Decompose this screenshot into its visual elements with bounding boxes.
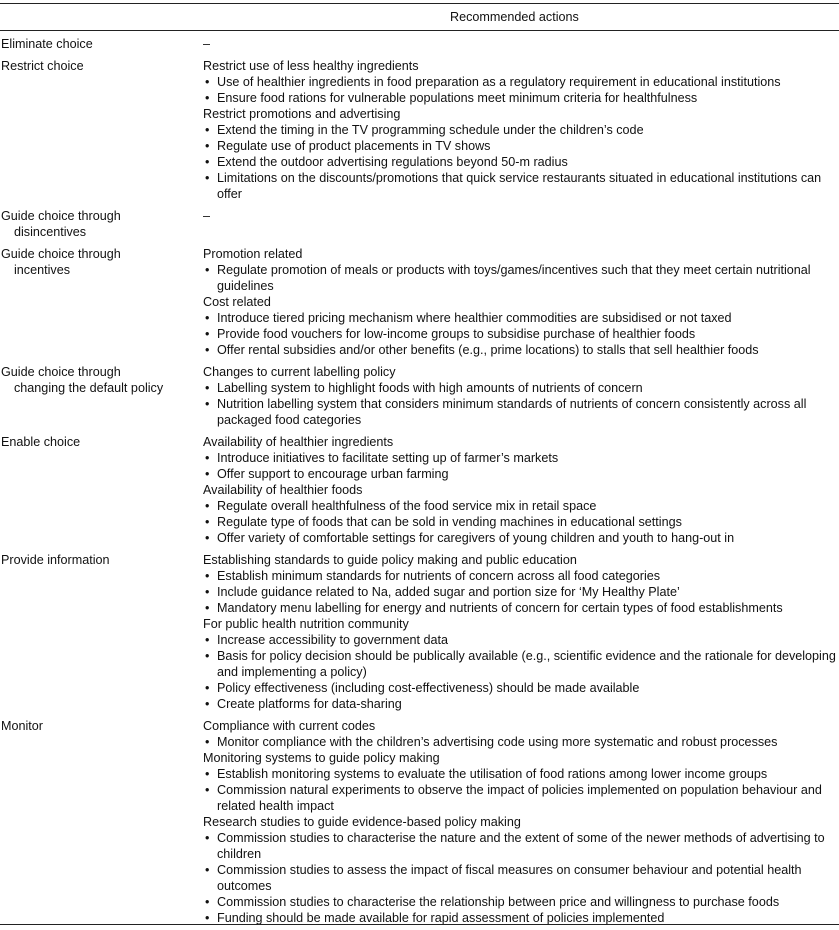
row-actions	[203, 552, 839, 712]
row-label-line: Guide choice through	[1, 209, 121, 223]
row-actions	[203, 718, 839, 926]
action-bullet: • Regulate type of foods that can be sold in vending machines in educational settings	[203, 514, 839, 530]
row-label	[0, 246, 203, 358]
table-row	[0, 58, 839, 202]
row-label-line: changing the default policy	[14, 381, 164, 395]
action-bullet: • Basis for policy decision should be publically available (e.g., scientific evidence and the rationale for developing and implementing a policy)	[203, 648, 839, 680]
table-row	[0, 208, 839, 240]
action-bullet: • Commission studies to assess the impact of fiscal measures on consumer behaviour and potential health outcomes	[203, 862, 839, 894]
action-bullet: • Regulate overall healthfulness of the food service mix in retail space	[203, 498, 839, 514]
row-label	[0, 208, 203, 240]
action-bullet: • Offer variety of comfortable settings for caregivers of young children and youth to hang-out in	[203, 530, 839, 546]
action-bullet: • Provide food vouchers for low-income groups to subsidise purchase of healthier foods	[203, 326, 839, 342]
table-row	[0, 552, 839, 712]
action-bullet: • Limitations on the discounts/promotions that quick service restaurants situated in educational institutions can offer	[203, 170, 839, 202]
action-category: Establishing standards to guide policy making and public education	[203, 553, 577, 567]
row-actions	[203, 364, 839, 428]
action-category: Monitoring systems to guide policy making	[203, 751, 440, 765]
action-bullet: • Introduce tiered pricing mechanism where healthier commodities are subsidised or not taxed	[203, 310, 839, 326]
table-row	[0, 36, 839, 52]
row-actions	[203, 36, 839, 52]
action-bullet: • Regulate use of product placements in TV shows	[203, 138, 839, 154]
action-category: Availability of healthier ingredients	[203, 435, 394, 449]
action-category: Availability of healthier foods	[203, 483, 363, 497]
row-label	[0, 434, 203, 546]
action-bullet: • Monitor compliance with the children’s advertising code using more systematic and robust processes	[203, 734, 839, 750]
action-bullet: • Labelling system to highlight foods with high amounts of nutrients of concern	[203, 380, 839, 396]
row-actions	[203, 434, 839, 546]
no-action-dash: –	[203, 37, 211, 51]
column-header-recommended-actions: Recommended actions	[450, 10, 579, 24]
action-category: Research studies to guide evidence-based policy making	[203, 815, 521, 829]
action-bullet: • Funding should be made available for rapid assessment of policies implemented	[203, 910, 839, 926]
action-bullet: • Establish monitoring systems to evaluate the utilisation of food rations among lower income groups	[203, 766, 839, 782]
table-bottom-rule	[0, 924, 839, 925]
row-label-line: Restrict choice	[1, 59, 84, 73]
action-bullet: • Extend the timing in the TV programming schedule under the children’s code	[203, 122, 839, 138]
action-bullet: • Establish minimum standards for nutrients of concern across all food categories	[203, 568, 839, 584]
action-bullet: • Commission natural experiments to observe the impact of policies implemented on population behaviour and related health impact	[203, 782, 839, 814]
action-bullet: • Include guidance related to Na, added sugar and portion size for ‘My Healthy Plate’	[203, 584, 839, 600]
action-bullet: • Extend the outdoor advertising regulations beyond 50-m radius	[203, 154, 839, 170]
action-category: Compliance with current codes	[203, 719, 376, 733]
action-category: For public health nutrition community	[203, 617, 409, 631]
table-row	[0, 364, 839, 428]
row-label	[0, 58, 203, 202]
action-bullet: • Commission studies to characterise the relationship between price and willingness to purchase foods	[203, 894, 839, 910]
table-row	[0, 718, 839, 926]
action-bullet: • Use of healthier ingredients in food preparation as a regulatory requirement in educational institutions	[203, 74, 839, 90]
row-label-line: Monitor	[1, 719, 43, 733]
action-category: Promotion related	[203, 247, 303, 261]
row-label	[0, 718, 203, 926]
table-top-rule	[0, 3, 839, 4]
row-actions	[203, 58, 839, 202]
action-bullet: • Regulate promotion of meals or products with toys/games/incentives such that they meet certain nutritional guidelines	[203, 262, 839, 294]
row-label	[0, 552, 203, 712]
action-bullet: • Offer support to encourage urban farming	[203, 466, 839, 482]
action-bullet: • Offer rental subsidies and/or other benefits (e.g., prime locations) to stalls that sell healthier foods	[203, 342, 839, 358]
action-bullet: • Commission studies to characterise the nature and the extent of some of the newer methods of advertising to children	[203, 830, 839, 862]
row-label-line: Enable choice	[1, 435, 81, 449]
row-actions	[203, 208, 839, 240]
row-label-line: Provide information	[1, 553, 110, 567]
table-body	[0, 36, 839, 926]
table-row	[0, 246, 839, 358]
row-label-line: disincentives	[14, 225, 87, 239]
action-category: Restrict use of less healthy ingredients	[203, 59, 419, 73]
row-label-line: Eliminate choice	[1, 37, 93, 51]
row-label-line: incentives	[14, 263, 71, 277]
action-category: Changes to current labelling policy	[203, 365, 396, 379]
action-bullet: • Create platforms for data-sharing	[203, 696, 839, 712]
action-bullet: • Introduce initiatives to facilitate setting up of farmer’s markets	[203, 450, 839, 466]
row-label-line: Guide choice through	[1, 247, 121, 261]
action-bullet: • Ensure food rations for vulnerable populations meet minimum criteria for healthfulness	[203, 90, 839, 106]
row-actions	[203, 246, 839, 358]
row-label	[0, 364, 203, 428]
action-bullet: • Increase accessibility to government data	[203, 632, 839, 648]
action-bullet: • Mandatory menu labelling for energy and nutrients of concern for certain types of food establishments	[203, 600, 839, 616]
action-bullet: • Policy effectiveness (including cost-effectiveness) should be made available	[203, 680, 839, 696]
row-label	[0, 36, 203, 52]
action-bullet: • Nutrition labelling system that considers minimum standards of nutrients of concern consistently across all packaged food categories	[203, 396, 839, 428]
action-category: Restrict promotions and advertising	[203, 107, 401, 121]
table-header-rule	[0, 30, 839, 31]
row-label-line: Guide choice through	[1, 365, 121, 379]
action-category: Cost related	[203, 295, 271, 309]
no-action-dash: –	[203, 209, 211, 223]
table-row	[0, 434, 839, 546]
